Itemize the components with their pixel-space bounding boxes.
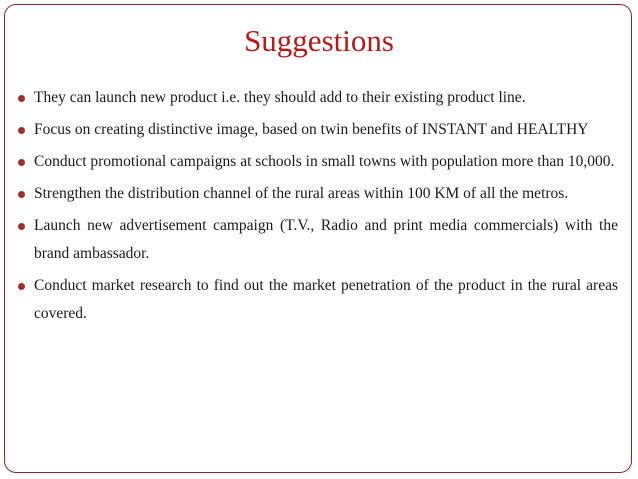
bullet-icon <box>18 95 25 102</box>
list-item-text: Launch new advertisement campaign (T.V., Radio and print media commercials) with the brand ambassador. <box>34 217 618 262</box>
list-item-text: Strengthen the distribution channel of the rural areas within 100 KM of all the metros. <box>34 185 569 202</box>
bullet-icon <box>18 159 25 166</box>
list-item <box>18 212 618 268</box>
list-item <box>18 116 618 144</box>
bullet-list <box>18 84 618 332</box>
list-item-text: Focus on creating distinctive image, based on twin benefits of INSTANT and HEALTHY <box>34 121 589 138</box>
list-item-text: Conduct market research to find out the market penetration of the product in the rural areas covered. <box>34 277 618 322</box>
bullet-icon <box>18 223 25 230</box>
list-item-text: Conduct promotional campaigns at schools in small towns with population more than 10,000. <box>34 153 615 170</box>
list-item <box>18 180 618 208</box>
list-item <box>18 84 618 112</box>
bullet-icon <box>18 127 25 134</box>
list-item-text: They can launch new product i.e. they should add to their existing product line. <box>34 89 526 106</box>
bullet-icon <box>18 191 25 198</box>
list-item <box>18 272 618 328</box>
list-item <box>18 148 618 176</box>
bullet-icon <box>18 283 25 290</box>
slide-title: Suggestions <box>244 23 394 58</box>
